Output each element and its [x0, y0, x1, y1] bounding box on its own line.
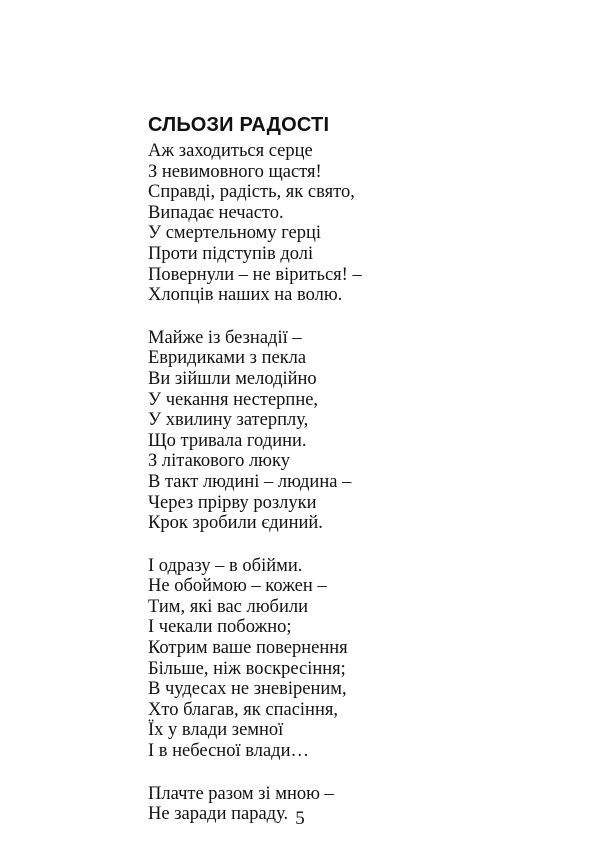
poem-title: СЛЬОЗИ РАДОСТІ — [148, 114, 330, 136]
poem-line: І чекали побожно; — [148, 617, 292, 638]
poem-line: З літакового люку — [148, 451, 290, 472]
stanza-3 — [148, 556, 548, 762]
poem-line: В такт людині – людина – — [148, 471, 352, 492]
poem-line: У смертельному герці — [148, 223, 322, 244]
poem-line: І одразу – в обійми. — [148, 555, 303, 576]
poem-line: У хвилину затерплу, — [148, 410, 309, 431]
poem-line: Через прірву розлуки — [148, 492, 317, 513]
poem-line: Крок зробили єдиний. — [148, 513, 323, 534]
poem-line: Проти підступів долі — [148, 243, 314, 264]
poem-line: Майже із безнадії – — [148, 327, 302, 348]
poem-line: Їх у влади земної — [148, 720, 284, 741]
stanza-1 — [148, 141, 548, 306]
poem-line: Що тривала години. — [148, 430, 307, 451]
stanza-2 — [148, 328, 548, 534]
page-number: 5 — [295, 808, 305, 829]
poem-line: Тим, які вас любили — [148, 596, 308, 617]
poem — [148, 112, 548, 847]
poem-line: Повернули – не віриться! – — [148, 264, 362, 285]
poem-line: Випадає нечасто. — [148, 202, 284, 223]
poem-line: Плачте разом зі мною – — [148, 783, 334, 804]
poem-line: Хто благав, як спасіння, — [148, 699, 338, 720]
poem-line: Ви зійшли мелодійно — [148, 368, 317, 389]
poem-line: У чекання нестерпне, — [148, 389, 319, 410]
poem-line: Справді, радість, як свято, — [148, 182, 355, 203]
poem-line: Котрим ваше повернення — [148, 638, 348, 659]
poem-line: З невимовного щастя! — [148, 161, 322, 182]
poem-line: Не обоймою – кожен – — [148, 576, 327, 597]
poem-line: І в небесної влади… — [148, 741, 309, 762]
poem-line: Хлопців наших на волю. — [148, 285, 343, 306]
poem-line: Більше, ніж воскресіння; — [148, 658, 346, 679]
poem-line: Евридиками з пекла — [148, 348, 307, 369]
poem-line: В чудесах не зневіреним, — [148, 679, 347, 700]
poem-line: Аж заходиться серце — [148, 141, 313, 161]
poem-line: Не заради параду. — [148, 804, 289, 825]
